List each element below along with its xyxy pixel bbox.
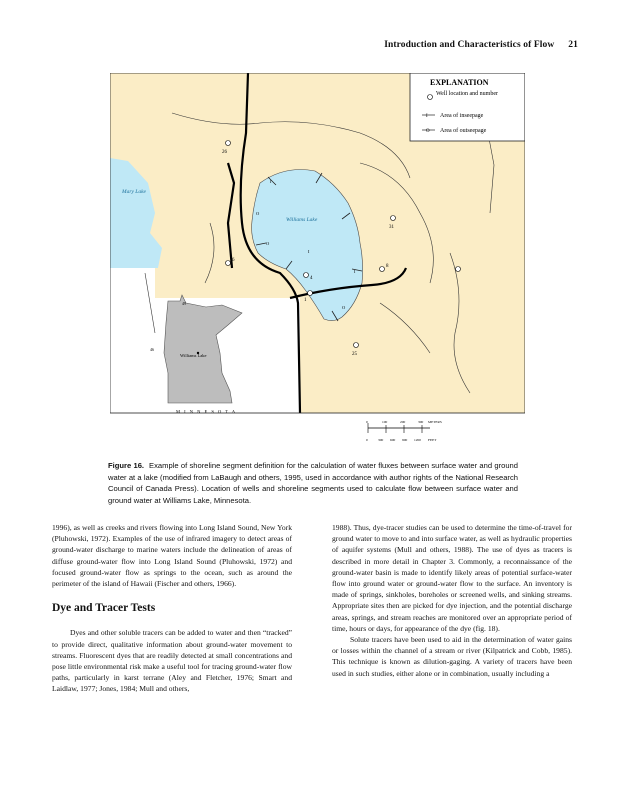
left-column bbox=[52, 522, 292, 695]
caption-text: Example of shoreline segment definition for the calculation of water fluxes between surface water and ground water at a lake (modified from LaBaugh and others, 1995, used in accordance with author rights of the National Research Council of Canada Press). Location of wells and shoreline segments used to calculate flow between surface water and ground water at Williams Lake, Minnesota. bbox=[108, 461, 518, 505]
well-marker-icon bbox=[304, 273, 309, 278]
explanation-title: EXPLANATION bbox=[430, 78, 489, 87]
shoreline-mark: O bbox=[266, 241, 270, 246]
scale-bar bbox=[366, 420, 442, 442]
well-number: 4 bbox=[310, 276, 313, 281]
scale-m-unit: METERS bbox=[428, 420, 442, 424]
well-number: 26 bbox=[222, 150, 227, 155]
page-number: 21 bbox=[568, 40, 578, 50]
well-marker-icon bbox=[391, 216, 396, 221]
section-heading: Dye and Tracer Tests bbox=[52, 602, 156, 615]
body-paragraph: 1996), as well as creeks and rivers flowing into Long Island Sound, New York (Pluhowski, 1972). Examples of the use of infrared imagery to detect areas of ground-water discharge to marine waters include the delineation of areas of diffuse ground-water flow into Long Island Sound (Pluhowski, 1972) and focused ground-water flow as springs to the ocean, such as around the perimeter of the island of Hawaii (Fischer and others, 1966). bbox=[52, 523, 292, 589]
scale-m-tick: 100 bbox=[382, 420, 388, 424]
scale-ft-tick: 300 bbox=[378, 438, 384, 442]
figure-label: Figure 16. bbox=[108, 461, 145, 470]
williams-lake-label: Williams Lake bbox=[286, 217, 318, 223]
well-number: 8 bbox=[386, 264, 389, 269]
shoreline-mark: O bbox=[256, 211, 260, 216]
inset-state-label: M I N N E S O T A bbox=[176, 409, 237, 414]
body-paragraph: Solute tracers have been used to aid in the determination of water gains or losses within the channel of a stream or river (Kilpatrick and Cobb, 1985). This technique is known as dilution-gaging. A variety of tracers have been used in such studies, either alone or in combination, usually including a bbox=[332, 635, 572, 678]
well-number: 6 bbox=[232, 258, 235, 263]
figure-caption bbox=[108, 460, 518, 506]
well-marker-icon bbox=[456, 267, 461, 272]
well-marker-icon bbox=[226, 141, 231, 146]
well-marker-icon bbox=[354, 343, 359, 348]
outseepage-label: Area of outseepage bbox=[440, 128, 487, 134]
map-figure bbox=[110, 73, 525, 448]
inseepage-symbol: I bbox=[426, 114, 428, 119]
scale-ft-tick: 900 bbox=[402, 438, 408, 442]
scale-ft-unit: FEET bbox=[428, 438, 437, 442]
well-marker-icon bbox=[380, 267, 385, 272]
inset-location-label: Williams Lake bbox=[180, 353, 207, 358]
outseepage-symbol: O bbox=[426, 129, 430, 134]
body-paragraph: Dyes and other soluble tracers can be added to water and then “tracked” to provide direct, qualitative information about ground-water movement to streams. Fluorescent dyes that are readily detected at small concentrations and pose little environmental risk make a useful tool for tracing ground-water flow paths, particularly in karst terrane (Aley and Fletcher, 1976; Smart and Laidlaw, 1977; Jones, 1984; Mull and others, bbox=[52, 628, 292, 694]
scale-m-tick: 0 bbox=[366, 420, 368, 424]
well-number: 1 bbox=[304, 298, 307, 303]
well-legend-label: Well location and number bbox=[436, 91, 498, 97]
shoreline-mark: O bbox=[342, 305, 346, 310]
well-number: 31 bbox=[389, 225, 394, 230]
scale-m-tick: 200 bbox=[400, 420, 406, 424]
shoreline-mark: I bbox=[308, 249, 310, 254]
inset-lat-label-1: 49 bbox=[182, 301, 186, 306]
shoreline-mark: I bbox=[354, 269, 356, 274]
body-paragraph: 1988). Thus, dye-tracer studies can be used to determine the time-of-travel for ground water to move to and into surface water, as well as hydraulic properties of aquifer systems (Mull and others, 1988). The use of dyes as tracers is described in more detail in Chapter 3. Commonly, a reconnaissance of the ground-water basin is made to identify likely areas of potential surface-water flow into ground water or ground-water flow to the surface. An inventory is made of springs, sinkholes, boreholes or screened wells, and sinking streams. Appropriate sites then are picked for dye injection, and the potential discharge areas, springs, and stream reaches are monitored over an appropriate period of time, hours or days, for appearance of the dye (fig. 18). bbox=[332, 523, 572, 633]
map-svg bbox=[110, 73, 525, 448]
well-number: 25 bbox=[352, 352, 357, 357]
mary-lake-label: Mary Lake bbox=[122, 189, 146, 195]
scale-ft-tick: 1200 bbox=[414, 438, 421, 442]
well-marker-icon bbox=[226, 261, 231, 266]
running-head bbox=[384, 40, 578, 50]
running-head-title: Introduction and Characteristics of Flow bbox=[384, 40, 555, 50]
scale-ft-tick: 600 bbox=[390, 438, 396, 442]
right-column bbox=[332, 522, 572, 679]
shoreline-mark: I bbox=[270, 179, 272, 184]
scale-ft-tick: 0 bbox=[366, 438, 368, 442]
scale-m-tick: 300 bbox=[418, 420, 424, 424]
inseepage-label: Area of inseepage bbox=[440, 113, 484, 119]
inset-lat-label-2: 46 bbox=[150, 347, 154, 352]
well-marker-icon bbox=[308, 291, 313, 296]
